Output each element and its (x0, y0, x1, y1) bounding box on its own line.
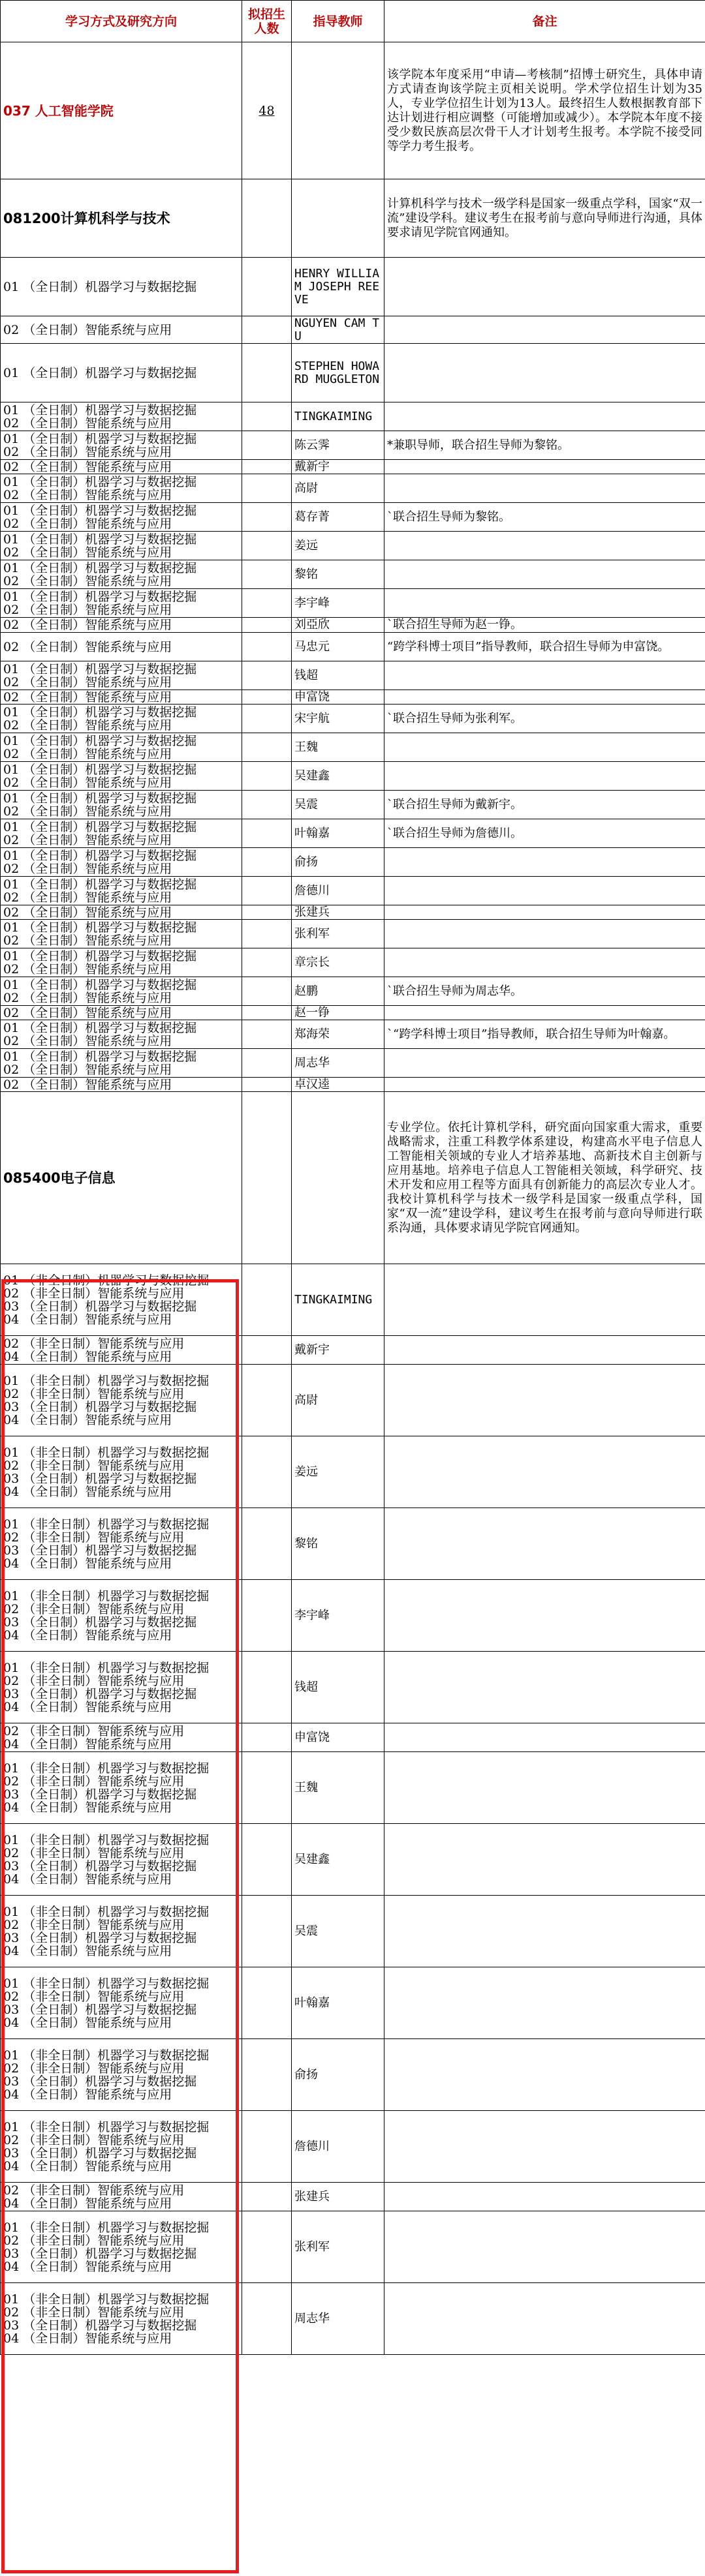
remark-cell (384, 589, 705, 618)
header-advisor: 指导教师 (292, 1, 384, 42)
remark-cell (384, 690, 705, 705)
table-row (1, 1508, 705, 1580)
quota-cell (242, 819, 292, 848)
advisor-cell: 吴震 (292, 791, 384, 819)
quota-cell (242, 316, 292, 344)
table-row (1, 1752, 705, 1824)
major-row (1, 1092, 705, 1264)
table-row (1, 877, 705, 905)
table-row (1, 474, 705, 503)
remark-cell: 该学院本年度采用“申请—考核制”招博士研究生，具体申请方式请查询该学院主页相关说明。学术学位招生计划为35人，专业学位招生计划为13人。最终招生人数根据教育部下达计划进行相应调整（可能增加或减少）。本学院本年度不接受少数民族高层次骨干人才计划考生报考。本学院不接受同等学力考生报考。 (384, 42, 705, 179)
direction-cell: 01 （全日制）机器学习与数据挖掘 02 （全日制）智能系统与应用 (1, 431, 242, 460)
advisor-cell: 黎铭 (292, 1508, 384, 1580)
quota-cell (242, 1967, 292, 2039)
quota-cell (242, 877, 292, 905)
direction-cell: 01 （非全日制）机器学习与数据挖掘 02 （非全日制）智能系统与应用 03 （全日制）机器学习与数据挖掘 04 （全日制）智能系统与应用 (1, 1264, 242, 1336)
remark-cell: “跨学科博士项目”指导教师，联合招生导师为申富饶。 (384, 633, 705, 661)
remark-cell (384, 848, 705, 877)
table-row (1, 733, 705, 762)
advisor-cell: 吴建鑫 (292, 1824, 384, 1896)
table-row (1, 1723, 705, 1752)
remark-cell (384, 560, 705, 589)
advisor-cell: 戴新宇 (292, 1336, 384, 1365)
direction-cell: 085400电子信息 (1, 1092, 242, 1264)
direction-cell: 02 （全日制）智能系统与应用 (1, 618, 242, 633)
quota-cell (242, 460, 292, 474)
remark-cell: *兼职导师，联合招生导师为黎铭。 (384, 431, 705, 460)
direction-cell: 01 （非全日制）机器学习与数据挖掘 02 （非全日制）智能系统与应用 03 （全日制）机器学习与数据挖掘 04 （全日制）智能系统与应用 (1, 1652, 242, 1723)
quota-cell (242, 2211, 292, 2283)
remark-cell (384, 661, 705, 690)
direction-cell: 01 （非全日制）机器学习与数据挖掘 02 （非全日制）智能系统与应用 03 （全日制）机器学习与数据挖掘 04 （全日制）智能系统与应用 (1, 2111, 242, 2183)
direction-cell: 01 （全日制）机器学习与数据挖掘 02 （全日制）智能系统与应用 (1, 819, 242, 848)
direction-cell: 01 （全日制）机器学习与数据挖掘 02 （全日制）智能系统与应用 (1, 791, 242, 819)
advisor-cell (292, 179, 384, 258)
quota-cell (242, 589, 292, 618)
remark-cell (384, 1967, 705, 2039)
quota-cell (242, 905, 292, 920)
direction-cell: 01 （非全日制）机器学习与数据挖掘 02 （非全日制）智能系统与应用 03 （全日制）机器学习与数据挖掘 04 （全日制）智能系统与应用 (1, 1365, 242, 1436)
remark-cell: `联合招生导师为赵一铮。 (384, 618, 705, 633)
direction-cell: 01 （全日制）机器学习与数据挖掘 02 （全日制）智能系统与应用 (1, 402, 242, 431)
quota-cell (242, 1020, 292, 1049)
table-row (1, 848, 705, 877)
advisor-cell: 周志华 (292, 1049, 384, 1078)
direction-cell: 01 （非全日制）机器学习与数据挖掘 02 （非全日制）智能系统与应用 03 （全日制）机器学习与数据挖掘 04 （全日制）智能系统与应用 (1, 2283, 242, 2355)
school-row (1, 42, 705, 179)
advisor-cell: 叶翰嘉 (292, 1967, 384, 2039)
table-row (1, 618, 705, 633)
direction-cell: 01 （全日制）机器学习与数据挖掘 02 （全日制）智能系统与应用 (1, 503, 242, 532)
remark-cell (384, 905, 705, 920)
advisor-cell: 黎铭 (292, 560, 384, 589)
direction-cell: 01 （全日制）机器学习与数据挖掘 02 （全日制）智能系统与应用 (1, 705, 242, 733)
advisor-cell: 宋宇航 (292, 705, 384, 733)
quota-cell (242, 344, 292, 402)
quota-cell (242, 2183, 292, 2211)
remark-cell (384, 2183, 705, 2211)
quota-cell (242, 532, 292, 560)
advisor-cell: 张建兵 (292, 2183, 384, 2211)
remark-cell (384, 1365, 705, 1436)
remark-cell (384, 2039, 705, 2111)
advisor-cell: 詹德川 (292, 877, 384, 905)
header-direction: 学习方式及研究方向 (1, 1, 242, 42)
direction-cell: 02 （非全日制）智能系统与应用 04 （全日制）智能系统与应用 (1, 2183, 242, 2211)
remark-cell (384, 1078, 705, 1092)
direction-cell: 02 （全日制）智能系统与应用 (1, 633, 242, 661)
direction-cell: 01 （全日制）机器学习与数据挖掘 (1, 258, 242, 316)
quota-cell (242, 1752, 292, 1824)
direction-cell: 02 （非全日制）智能系统与应用 04 （全日制）智能系统与应用 (1, 1336, 242, 1365)
remark-cell (384, 762, 705, 791)
remark-cell: `联合招生导师为张利军。 (384, 705, 705, 733)
remark-cell: `联合招生导师为詹德川。 (384, 819, 705, 848)
advisor-cell: 申富饶 (292, 690, 384, 705)
remark-cell (384, 1264, 705, 1336)
quota-cell (242, 402, 292, 431)
advisor-cell (292, 42, 384, 179)
table-row (1, 2183, 705, 2211)
direction-cell: 02 （全日制）智能系统与应用 (1, 1006, 242, 1020)
table-row (1, 2111, 705, 2183)
remark-cell (384, 1752, 705, 1824)
advisor-cell: STEPHEN HOWARD MUGGLETON (292, 344, 384, 402)
table-row (1, 1049, 705, 1078)
major-row (1, 179, 705, 258)
advisor-cell: 戴新宇 (292, 460, 384, 474)
direction-cell: 02 （全日制）智能系统与应用 (1, 1078, 242, 1092)
remark-cell (384, 1436, 705, 1508)
remark-cell (384, 402, 705, 431)
quota-cell (242, 1896, 292, 1967)
quota-cell (242, 2283, 292, 2355)
table-row (1, 258, 705, 316)
table-row (1, 1436, 705, 1508)
table-row (1, 819, 705, 848)
quota-cell (242, 690, 292, 705)
remark-cell (384, 460, 705, 474)
direction-cell: 01 （全日制）机器学习与数据挖掘 02 （全日制）智能系统与应用 (1, 589, 242, 618)
table-body (1, 42, 705, 2355)
quota-cell (242, 705, 292, 733)
advisor-cell: 俞扬 (292, 2039, 384, 2111)
direction-cell: 01 （非全日制）机器学习与数据挖掘 02 （非全日制）智能系统与应用 03 （全日制）机器学习与数据挖掘 04 （全日制）智能系统与应用 (1, 1824, 242, 1896)
direction-cell: 01 （非全日制）机器学习与数据挖掘 02 （非全日制）智能系统与应用 03 （全日制）机器学习与数据挖掘 04 （全日制）智能系统与应用 (1, 1752, 242, 1824)
quota-cell (242, 1264, 292, 1336)
remark-cell (384, 1824, 705, 1896)
remark-cell (384, 2283, 705, 2355)
table-row (1, 690, 705, 705)
table-row (1, 1896, 705, 1967)
quota-cell (242, 1336, 292, 1365)
quota-cell (242, 258, 292, 316)
direction-cell: 01 （全日制）机器学习与数据挖掘 02 （全日制）智能系统与应用 (1, 1020, 242, 1049)
quota-cell (242, 1092, 292, 1264)
remark-cell (384, 1652, 705, 1723)
remark-cell (384, 1049, 705, 1078)
advisor-cell: 姜远 (292, 1436, 384, 1508)
quota-cell (242, 1049, 292, 1078)
advisor-cell: 章宗长 (292, 948, 384, 977)
quota-cell (242, 560, 292, 589)
direction-cell: 02 （非全日制）智能系统与应用 04 （全日制）智能系统与应用 (1, 1723, 242, 1752)
direction-cell: 01 （全日制）机器学习与数据挖掘 02 （全日制）智能系统与应用 (1, 661, 242, 690)
advisor-cell: 王魏 (292, 733, 384, 762)
direction-cell: 01 （非全日制）机器学习与数据挖掘 02 （非全日制）智能系统与应用 03 （全日制）机器学习与数据挖掘 04 （全日制）智能系统与应用 (1, 1967, 242, 2039)
table-row (1, 431, 705, 460)
direction-cell: 01 （全日制）机器学习与数据挖掘 02 （全日制）智能系统与应用 (1, 877, 242, 905)
table-row (1, 316, 705, 344)
direction-cell: 01 （全日制）机器学习与数据挖掘 02 （全日制）智能系统与应用 (1, 762, 242, 791)
table-row (1, 1006, 705, 1020)
table-row (1, 705, 705, 733)
advisor-cell: TINGKAIMING (292, 1264, 384, 1336)
quota-cell (242, 762, 292, 791)
remark-cell: 专业学位。依托计算机学科，研究面向国家重大需求，重要战略需求，注重工科教学体系建设，构建高水平电子信息人工智能相关领域的专业人才培养基地、高新技术自主创新与应用基地。培养电子信息人工智能相关领域，科学研究、技术开发和应用工程等方面具有创新能力的高层次专业人才。我校计算机科学与技术一级学科是国家一级重点学科，国家“双一流”建设学科，建议考生在报考前与意向导师进行联系沟通，具体要求请见学院官网通知。 (384, 1092, 705, 1264)
quota-cell (242, 977, 292, 1006)
quota-cell (242, 1580, 292, 1652)
advisor-cell: 赵一铮 (292, 1006, 384, 1020)
direction-cell: 01 （全日制）机器学习与数据挖掘 02 （全日制）智能系统与应用 (1, 560, 242, 589)
direction-cell: 02 （全日制）智能系统与应用 (1, 316, 242, 344)
advisor-cell: 钱超 (292, 661, 384, 690)
table-row (1, 532, 705, 560)
direction-cell: 01 （全日制）机器学习与数据挖掘 02 （全日制）智能系统与应用 (1, 948, 242, 977)
advisor-cell: 钱超 (292, 1652, 384, 1723)
table-row (1, 977, 705, 1006)
table-row (1, 2211, 705, 2283)
table-row (1, 1336, 705, 1365)
table-row (1, 402, 705, 431)
remark-cell: `联合招生导师为戴新宇。 (384, 791, 705, 819)
quota-cell (242, 1006, 292, 1020)
advisor-cell: 吴建鑫 (292, 762, 384, 791)
table-row (1, 905, 705, 920)
remark-cell: 计算机科学与技术一级学科是国家一级重点学科，国家“双一流”建设学科。建议考生在报考前与意向导师进行沟通，具体要求请见学院官网通知。 (384, 179, 705, 258)
direction-cell: 081200计算机科学与技术 (1, 179, 242, 258)
advisor-cell: 申富饶 (292, 1723, 384, 1752)
quota-cell (242, 431, 292, 460)
table-row (1, 920, 705, 948)
advisor-cell: NGUYEN CAM TU (292, 316, 384, 344)
advisor-cell (292, 1092, 384, 1264)
remark-cell (384, 2111, 705, 2183)
advisor-cell: HENRY WILLIAM JOSEPH REEVE (292, 258, 384, 316)
quota-cell (242, 2111, 292, 2183)
quota-cell (242, 503, 292, 532)
table-row (1, 503, 705, 532)
table-row (1, 1078, 705, 1092)
header-remark: 备注 (384, 1, 705, 42)
advisor-cell: 王魏 (292, 1752, 384, 1824)
advisor-cell: 陈云霁 (292, 431, 384, 460)
direction-cell: 01 （全日制）机器学习与数据挖掘 02 （全日制）智能系统与应用 (1, 733, 242, 762)
table-row (1, 1020, 705, 1049)
direction-cell: 02 （全日制）智能系统与应用 (1, 690, 242, 705)
remark-cell (384, 1580, 705, 1652)
direction-cell: 01 （全日制）机器学习与数据挖掘 02 （全日制）智能系统与应用 (1, 532, 242, 560)
advisor-cell: 马忠元 (292, 633, 384, 661)
direction-cell: 01 （非全日制）机器学习与数据挖掘 02 （非全日制）智能系统与应用 03 （全日制）机器学习与数据挖掘 04 （全日制）智能系统与应用 (1, 1436, 242, 1508)
header-quota: 拟招生 人数 (242, 1, 292, 42)
advisor-cell: 张利军 (292, 2211, 384, 2283)
quota-cell: 48 (242, 42, 292, 179)
quota-cell (242, 1723, 292, 1752)
remark-cell (384, 1336, 705, 1365)
direction-cell: 01 （全日制）机器学习与数据挖掘 02 （全日制）智能系统与应用 (1, 1049, 242, 1078)
direction-cell: 01 （非全日制）机器学习与数据挖掘 02 （非全日制）智能系统与应用 03 （全日制）机器学习与数据挖掘 04 （全日制）智能系统与应用 (1, 2039, 242, 2111)
table-row (1, 1652, 705, 1723)
advisor-cell: 李宇峰 (292, 589, 384, 618)
table-row (1, 2039, 705, 2111)
advisor-cell: 周志华 (292, 2283, 384, 2355)
quota-cell (242, 1652, 292, 1723)
direction-cell: 01 （全日制）机器学习与数据挖掘 02 （全日制）智能系统与应用 (1, 920, 242, 948)
direction-cell: 037 人工智能学院 (1, 42, 242, 179)
advisor-cell: 刘亞欣 (292, 618, 384, 633)
advisor-cell: 郑海荣 (292, 1020, 384, 1049)
advisor-cell: 赵鹏 (292, 977, 384, 1006)
quota-cell (242, 474, 292, 503)
remark-cell (384, 316, 705, 344)
remark-cell: `“跨学科博士项目”指导教师，联合招生导师为叶翰嘉。 (384, 1020, 705, 1049)
quota-cell (242, 733, 292, 762)
quota-cell (242, 179, 292, 258)
advisor-cell: 张建兵 (292, 905, 384, 920)
advisor-cell: 姜远 (292, 532, 384, 560)
remark-cell: `联合招生导师为周志华。 (384, 977, 705, 1006)
advisor-cell: 卓汉逵 (292, 1078, 384, 1092)
remark-cell (384, 344, 705, 402)
advisor-cell: 詹德川 (292, 2111, 384, 2183)
direction-cell: 01 （全日制）机器学习与数据挖掘 02 （全日制）智能系统与应用 (1, 848, 242, 877)
table-row (1, 560, 705, 589)
header-row (1, 1, 705, 42)
table-row (1, 948, 705, 977)
remark-cell (384, 733, 705, 762)
direction-cell: 02 （全日制）智能系统与应用 (1, 905, 242, 920)
remark-cell (384, 258, 705, 316)
quota-cell (242, 1508, 292, 1580)
table-row (1, 460, 705, 474)
advisor-cell: 吴震 (292, 1896, 384, 1967)
direction-cell: 01 （非全日制）机器学习与数据挖掘 02 （非全日制）智能系统与应用 03 （全日制）机器学习与数据挖掘 04 （全日制）智能系统与应用 (1, 1508, 242, 1580)
quota-cell (242, 1824, 292, 1896)
quota-cell (242, 2039, 292, 2111)
table-row (1, 633, 705, 661)
direction-cell: 01 （非全日制）机器学习与数据挖掘 02 （非全日制）智能系统与应用 03 （全日制）机器学习与数据挖掘 04 （全日制）智能系统与应用 (1, 2211, 242, 2283)
direction-cell: 02 （全日制）智能系统与应用 (1, 460, 242, 474)
table-row (1, 344, 705, 402)
remark-cell (384, 877, 705, 905)
advisor-cell: TINGKAIMING (292, 402, 384, 431)
direction-cell: 01 （全日制）机器学习与数据挖掘 (1, 344, 242, 402)
table-row (1, 791, 705, 819)
quota-cell (242, 618, 292, 633)
table-row (1, 1580, 705, 1652)
quota-cell (242, 1365, 292, 1436)
table-row (1, 1824, 705, 1896)
remark-cell (384, 920, 705, 948)
advisor-cell: 高尉 (292, 1365, 384, 1436)
remark-cell (384, 948, 705, 977)
quota-cell (242, 791, 292, 819)
quota-cell (242, 948, 292, 977)
direction-cell: 01 （非全日制）机器学习与数据挖掘 02 （非全日制）智能系统与应用 03 （全日制）机器学习与数据挖掘 04 （全日制）智能系统与应用 (1, 1580, 242, 1652)
remark-cell (384, 2211, 705, 2283)
advisor-cell: 俞扬 (292, 848, 384, 877)
remark-cell (384, 532, 705, 560)
table-row (1, 661, 705, 690)
advisor-cell: 高尉 (292, 474, 384, 503)
advisor-cell: 李宇峰 (292, 1580, 384, 1652)
direction-cell: 01 （全日制）机器学习与数据挖掘 02 （全日制）智能系统与应用 (1, 977, 242, 1006)
quota-cell (242, 848, 292, 877)
table-row (1, 2283, 705, 2355)
table-row (1, 1365, 705, 1436)
table-row (1, 1967, 705, 2039)
remark-cell (384, 1896, 705, 1967)
direction-cell: 01 （全日制）机器学习与数据挖掘 02 （全日制）智能系统与应用 (1, 474, 242, 503)
table-row (1, 1264, 705, 1336)
quota-cell (242, 920, 292, 948)
advisor-cell: 张利军 (292, 920, 384, 948)
direction-cell: 01 （非全日制）机器学习与数据挖掘 02 （非全日制）智能系统与应用 03 （全日制）机器学习与数据挖掘 04 （全日制）智能系统与应用 (1, 1896, 242, 1967)
remark-cell (384, 474, 705, 503)
remark-cell (384, 1508, 705, 1580)
advisor-cell: 葛存菁 (292, 503, 384, 532)
table-row (1, 762, 705, 791)
quota-cell (242, 1436, 292, 1508)
advisor-cell: 叶翰嘉 (292, 819, 384, 848)
remark-cell: `联合招生导师为黎铭。 (384, 503, 705, 532)
quota-cell (242, 633, 292, 661)
quota-cell (242, 1078, 292, 1092)
remark-cell (384, 1723, 705, 1752)
remark-cell (384, 1006, 705, 1020)
table-row (1, 589, 705, 618)
quota-cell (242, 661, 292, 690)
